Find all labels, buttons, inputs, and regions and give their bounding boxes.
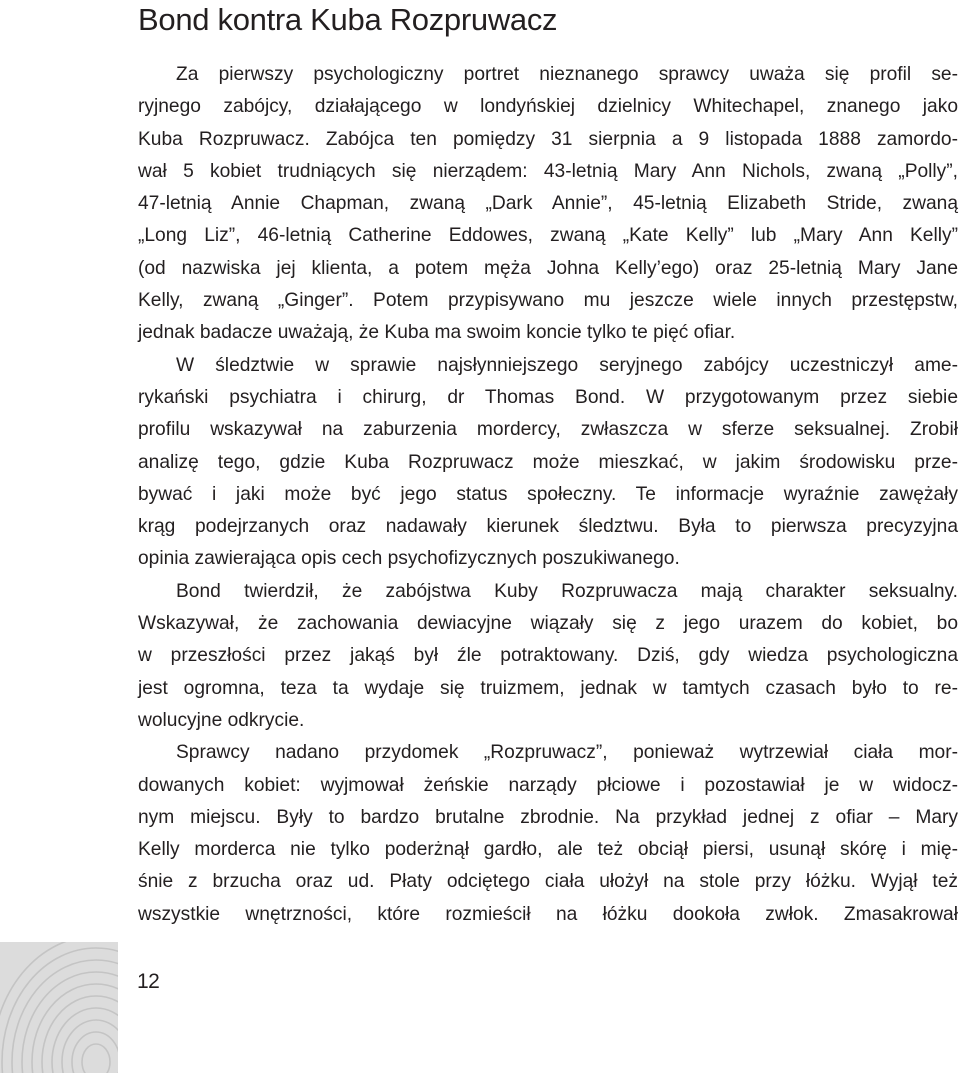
text-line: Wskazywał, że zachowania dewiacyjne wiązały się z jego urazem do kobiet, bo: [138, 613, 958, 635]
text-line: nym miejscu. Były to bardzo brutalne zbrodnie. Na przykład jednej z ofiar – Mary: [138, 806, 958, 828]
paragraph: [138, 576, 958, 737]
text-line: opinia zawierająca opis cech psychofizycznych poszukiwanego.: [138, 548, 680, 570]
text-line: profilu wskazywał na zaburzenia mordercy, zwłaszcza w sferze seksualnej. Zrobił: [138, 419, 958, 441]
text-line: W śledztwie w sprawie najsłynniejszego seryjnego zabójcy uczestniczył ame-: [176, 354, 958, 376]
text-line: 47-letnią Annie Chapman, zwaną „Dark Annie”, 45-letnią Elizabeth Stride, zwaną: [138, 193, 958, 215]
text-line: Kuba Rozpruwacz. Zabójca ten pomiędzy 31 sierpnia a 9 listopada 1888 zamordo-: [138, 128, 958, 150]
text-line: ryjnego zabójcy, działającego w londyńskiej dzielnicy Whitechapel, znanego jako: [138, 96, 958, 118]
text-line: wolucyjne odkrycie.: [138, 709, 305, 731]
paragraph: [138, 59, 958, 350]
text-line: Za pierwszy psychologiczny portret nieznanego sprawcy uważa się profil se-: [176, 64, 958, 85]
text-line: Bond twierdził, że zabójstwa Kuby Rozpruwacza mają charakter seksualny.: [176, 580, 958, 602]
text-line: jednak badacze uważają, że Kuba ma swoim koncie tylko te pięć ofiar.: [138, 322, 736, 344]
text-line: (od nazwiska jej klienta, a potem męża Johna Kelly’ego) oraz 25-letnią Mary Jane: [138, 257, 958, 279]
article-body: [138, 59, 958, 931]
page-title: Bond kontra Kuba Rozpruwacz: [138, 2, 558, 37]
text-line: wszystkie wnętrzności, które rozmieścił na łóżku dookoła zwłok. Zmasakrował: [138, 903, 958, 925]
text-line: krąg podejrzanych oraz nadawały kierunek śledztwu. Była to pierwsza precyzyjna: [138, 516, 958, 538]
text-line: Kelly, zwaną „Ginger”. Potem przypisywano mu jeszcze wiele innych przestępstw,: [138, 290, 958, 312]
text-line: w przeszłości przez jakąś był źle potraktowany. Dziś, gdy wiedza psychologiczna: [138, 645, 958, 667]
text-line: rykański psychiatra i chirurg, dr Thomas Bond. W przygotowanym przez siebie: [138, 386, 958, 408]
text-line: jest ogromna, teza ta wydaje się truizmem, jednak w tamtych czasach było to re-: [138, 677, 958, 699]
fingerprint-decoration: [0, 942, 118, 1073]
text-line: Kelly morderca nie tylko poderżnął gardło, ale też obciął piersi, usunął skórę i mię-: [138, 839, 958, 861]
text-line: dowanych kobiet: wyjmował żeńskie narządy płciowe i pozostawiał je w widocz-: [138, 774, 958, 796]
paragraph: [138, 737, 958, 931]
text-line: „Long Liz”, 46-letnią Catherine Eddowes, zwaną „Kate Kelly” lub „Mary Ann Kelly”: [138, 225, 958, 247]
text-line: wał 5 kobiet trudniących się nierządem: 43-letnią Mary Ann Nichols, zwaną „Polly”,: [138, 160, 958, 182]
text-line: bywać i jaki może być jego status społeczny. Te informacje wyraźnie zawężały: [138, 483, 958, 505]
paragraph: [138, 350, 958, 576]
text-line: śnie z brzucha oraz ud. Płaty odciętego ciała ułożył na stole przy łóżku. Wyjął też: [138, 871, 958, 893]
page-number: 12: [137, 970, 160, 993]
text-line: Sprawcy nadano przydomek „Rozpruwacz”, ponieważ wytrzewiał ciała mor-: [176, 742, 958, 764]
text-line: analizę tego, gdzie Kuba Rozpruwacz może mieszkać, w jakim środowisku prze-: [138, 451, 958, 473]
fingerprint-icon: [0, 942, 118, 1073]
